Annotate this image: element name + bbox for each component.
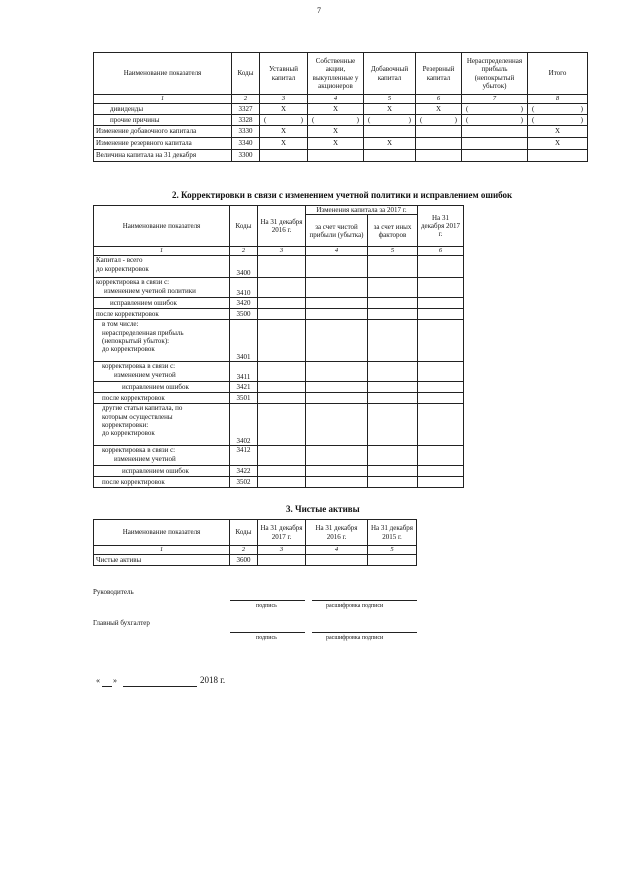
cell [306,309,368,320]
accountant-transcript-caption: расшифровка подписи [326,635,384,641]
row-label-line: до корректировок [102,429,155,438]
header-dec-2015: На 31 декабря 2015 г. [368,520,417,546]
header-own-shares: Собственные акции, выкупленные у акционеров [308,53,364,95]
cell [306,554,368,565]
row-label-line: которым осуществлены [102,412,173,421]
row-label: после корректировок [94,477,230,488]
cell: X [308,137,364,149]
row-label [94,362,230,382]
cell [260,149,308,161]
row-label: Изменение резервного капитала [94,137,232,149]
row-code: 3411 [230,362,258,382]
cell [258,362,306,382]
cell [418,382,464,393]
cell [368,309,418,320]
table-row [94,149,588,161]
cell [368,554,417,565]
row-label [94,256,230,278]
row-code: 3421 [230,382,258,393]
row-label: дивиденды [94,103,232,114]
cell: X [528,125,588,137]
cell: ( ) [528,114,588,125]
cell [418,446,464,466]
index-cell: 7 [462,95,528,104]
cell [418,320,464,362]
cell: ( ) [416,114,462,125]
row-code: 3327 [232,103,260,114]
accountant-transcript-line [312,632,417,633]
cell [462,125,528,137]
head-label: Руководитель [93,588,134,596]
cell [416,149,462,161]
row-label: после корректировок [94,309,230,320]
cell [462,137,528,149]
index-cell: 3 [258,546,306,555]
head-transcript-line [312,600,417,601]
row-label: Изменение добавочного капитала [94,125,232,137]
cell [418,466,464,477]
row-code: 3401 [230,320,258,362]
cell: X [308,103,364,114]
accountant-signature-caption: подпись [256,635,277,641]
table-row [94,278,464,298]
row-label-line: корректировка в связи с: [102,362,176,371]
row-code: 3300 [232,149,260,161]
cell [258,466,306,477]
net-assets-table [93,519,417,566]
row-code: 3500 [230,309,258,320]
row-code: 3420 [230,298,258,309]
section-3-title: 3. Чистые активы [286,504,360,514]
table-row [94,298,464,309]
table-row [94,382,464,393]
row-code: 3600 [230,554,258,565]
header-changes-2017: Изменения капитала за 2017 г. [306,206,418,215]
row-label-line: Капитал - всего [96,256,143,265]
head-transcript-caption: расшифровка подписи [326,603,384,609]
index-cell: 5 [368,546,417,555]
row-label: прочие причины [94,114,232,125]
index-cell: 2 [232,95,260,104]
cell [368,362,418,382]
row-code: 3400 [230,256,258,278]
row-code: 3328 [232,114,260,125]
header-name: Наименование показателя [94,520,230,546]
row-label [94,320,230,362]
cell [418,309,464,320]
row-label-line: другие статьи капитала, по [102,404,183,413]
row-code: 3402 [230,404,258,446]
header-retained-earnings: Нераспределенная прибыль (непокрытый убыток) [462,53,528,95]
head-signature-caption: подпись [256,603,277,609]
cell [462,149,528,161]
cell [528,149,588,161]
row-label-line: корректировка в связи с: [96,278,170,287]
head-signature-line [230,600,305,601]
cell [418,256,464,278]
header-dec-2017: На 31 декабря 2017 г. [258,520,306,546]
cell [258,298,306,309]
cell: X [364,137,416,149]
cell [306,362,368,382]
index-cell: 2 [230,546,258,555]
header-code: Коды [230,206,258,247]
cell: ( ) [462,103,528,114]
index-cell: 6 [416,95,462,104]
row-code: 3502 [230,477,258,488]
row-code: 3422 [230,466,258,477]
cell: ( ) [364,114,416,125]
cell [364,125,416,137]
row-code: 3340 [232,137,260,149]
adjustments-table [93,205,464,488]
cell [368,466,418,477]
header-reserve-capital: Резервный капитал [416,53,462,95]
cell [258,393,306,404]
cell [306,382,368,393]
page-number: 7 [317,6,321,15]
row-label: после корректировок [94,393,230,404]
table-row [94,404,464,446]
cell: ( ) [462,114,528,125]
cell: X [528,137,588,149]
cell [416,125,462,137]
header-total: Итого [528,53,588,95]
cell [418,404,464,446]
cell [368,404,418,446]
cell: X [308,125,364,137]
header-code: Коды [230,520,258,546]
cell [418,393,464,404]
cell: ( ) [308,114,364,125]
cell [364,149,416,161]
cell: X [260,103,308,114]
cell [416,137,462,149]
index-cell: 3 [260,95,308,104]
row-label: Величина капитала на 31 декабря [94,149,232,161]
cell [258,278,306,298]
table-row [94,137,588,149]
cell [258,309,306,320]
cell: X [364,103,416,114]
index-cell: 4 [306,546,368,555]
cell [368,446,418,466]
cell: ( ) [260,114,308,125]
row-label-line: изменением учетной [114,454,176,463]
cell [258,554,306,565]
table-row [94,477,464,488]
row-label-line: нераспределенная прибыль [102,328,184,337]
row-label: исправлением ошибок [94,466,230,477]
index-cell: 4 [308,95,364,104]
cell [306,466,368,477]
accountant-signature-line [230,632,305,633]
header-dec-2017: На 31 декабря 2017 г. [418,206,464,247]
index-cell: 5 [368,247,418,256]
cell [368,320,418,362]
row-label-line: до корректировок [96,264,149,273]
cell [368,477,418,488]
cell: ( ) [528,103,588,114]
cell [306,320,368,362]
index-cell: 4 [306,247,368,256]
table-row [94,125,588,137]
cell [306,446,368,466]
date-year: 2018 г. [200,675,226,685]
index-cell: 8 [528,95,588,104]
table-row [94,362,464,382]
cell: X [260,137,308,149]
table-row [94,393,464,404]
row-label: исправлением ошибок [94,382,230,393]
cell [258,382,306,393]
date-quote-open: « [96,676,100,685]
cell [258,477,306,488]
cell [306,298,368,309]
cell [368,278,418,298]
cell [368,393,418,404]
header-name: Наименование показателя [94,53,232,95]
date-quote-close: » [113,676,117,685]
cell [258,320,306,362]
capital-changes-table [93,52,588,162]
row-label-line: (непокрытый убыток): [102,336,170,345]
row-label [94,404,230,446]
row-label-line: в том числе: [102,320,139,329]
table-row [94,446,464,466]
cell [418,362,464,382]
header-dec-2016: На 31 декабря 2016 г. [258,206,306,247]
header-additional-capital: Добавочный капитал [364,53,416,95]
row-label-line: корректировка в связи с: [102,446,176,455]
row-label-line: корректировки: [102,420,149,429]
row-label [94,278,230,298]
cell [368,256,418,278]
cell [306,256,368,278]
table-row [94,466,464,477]
section-2-title: 2. Корректировки в связи с изменением учетной политики и исправлением ошибок [172,190,513,200]
table-row [94,256,464,278]
row-label-line: до корректировок [102,345,155,354]
date-day-line [102,686,112,687]
table-row [94,103,588,114]
row-code: 3330 [232,125,260,137]
index-cell: 5 [364,95,416,104]
index-cell: 2 [230,247,258,256]
table-row [94,309,464,320]
cell [418,477,464,488]
row-label-line: изменением учетной политики [104,286,196,295]
cell [308,149,364,161]
index-cell: 1 [94,95,232,104]
cell [306,404,368,446]
row-code: 3410 [230,278,258,298]
cell [418,278,464,298]
row-code: 3412 [230,446,258,466]
index-cell: 3 [258,247,306,256]
date-month-line [123,686,197,687]
index-cell: 6 [418,247,464,256]
cell [418,298,464,309]
header-authorized-capital: Уставный капитал [260,53,308,95]
chief-accountant-label: Главный бухгалтер [93,619,150,627]
index-cell: 1 [94,546,230,555]
cell [368,298,418,309]
cell [258,404,306,446]
row-label: Чистые активы [94,554,230,565]
cell [258,256,306,278]
table-row [94,114,588,125]
cell [368,382,418,393]
cell [306,278,368,298]
cell: X [416,103,462,114]
row-label: исправлением ошибок [94,298,230,309]
header-dec-2016: На 31 декабря 2016 г. [306,520,368,546]
header-code: Коды [232,53,260,95]
row-label [94,446,230,466]
cell: X [260,125,308,137]
cell [258,446,306,466]
row-label-line: изменением учетной [114,370,176,379]
row-code: 3501 [230,393,258,404]
header-name: Наименование показателя [94,206,230,247]
table-row [94,320,464,362]
index-cell: 1 [94,247,230,256]
header-net-profit: за счет чистой прибыли (убытка) [306,215,368,247]
cell [306,393,368,404]
table-row [94,554,417,565]
header-other-factors: за счет иных факторов [368,215,418,247]
cell [306,477,368,488]
